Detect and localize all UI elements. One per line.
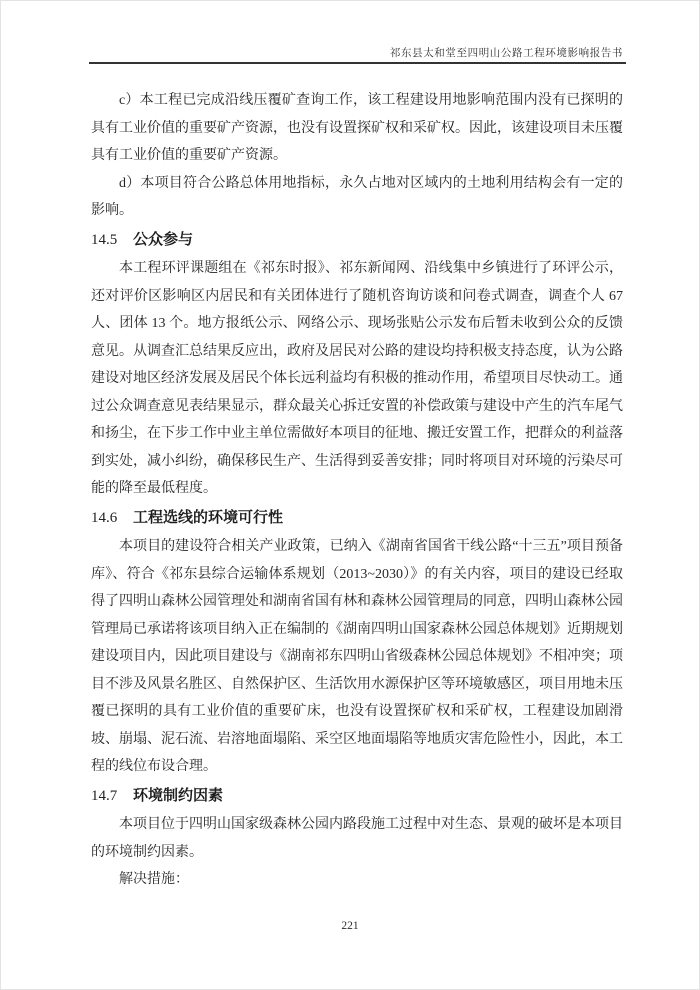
section-number: 14.5	[91, 231, 118, 248]
section-heading-14-7	[91, 782, 623, 811]
section-number: 14.7	[91, 787, 118, 804]
section-heading-14-6	[91, 504, 623, 533]
section-14-5-paragraph: 本工程环评课题组在《祁东时报》、祁东新闻网、沿线集中乡镇进行了环评公示，还对评价区影响区内居民和有关团体进行了随机咨询访谈和问卷式调查，调查个人 67 人、团体 13 个。地方报纸公示、网络公示、现场张贴公示发布后暂未收到公众的反馈意见。从调查汇总结果反应出，政府及居民对公路的建设均持积极支持态度，认为公路建设对地区经济发展及居民个体长远利益均有积极的推动作用，希望项目尽快动工。通过公众调查意见表结果显示，群众最关心拆迁安置的补偿政策与建设中产生的汽车尾气和扬尘，在下步工作中业主单位需做好本项目的征地、搬迁安置工作，把群众的利益落到实处，减小纠纷，确保移民生产、生活得到妥善安排；同时将项目对环境的污染尽可能的降至最低程度。	[91, 261, 623, 496]
section-title: 环境制约因素	[133, 786, 224, 804]
section-14-7-paragraph: 本项目位于四明山国家级森林公园内路段施工过程中对生态、景观的破坏是本项目的环境制约因素。	[91, 817, 623, 860]
paragraph-c: c）本工程已完成沿线压覆矿查询工作，该工程建设用地影响范围内没有已探明的具有工业价值的重要矿产资源，也没有设置探矿权和采矿权。因此，该建设项目未压覆具有工业价值的重要矿产资源。	[91, 93, 623, 163]
solution-label: 解决措施：	[119, 872, 189, 887]
running-header: 祁东县太和堂至四明山公路工程环境影响报告书	[389, 48, 623, 59]
paragraph-d: d）本项目符合公路总体用地指标，永久占地对区域内的土地利用结构会有一定的影响。	[91, 175, 623, 218]
section-title: 工程选线的环境可行性	[133, 508, 284, 526]
page-number: 221	[341, 920, 359, 932]
section-14-6-paragraph: 本项目的建设符合相关产业政策，已纳入《湖南省国省干线公路“十三五”项目预备库》、符合《祁东县综合运输体系规划（2013~2030）》的有关内容，项目的建设已经取得了四明山森林公园管理处和湖南省国有林和森林公园管理局的同意，四明山森林公园管理局已承诺将该项目纳入正在编制的《湖南四明山国家森林公园总体规划》近期规划建设项目内，因此项目建设与《湖南祁东四明山省级森林公园总体规划》不相冲突；项目不涉及风景名胜区、自然保护区、生活饮用水源保护区等环境敏感区，项目用地未压覆已探明的具有工业价值的重要矿床，也没有设置探矿权和采矿权，工程建设加剧滑坡、崩塌、泥石流、岩溶地面塌陷、采空区地面塌陷等地质灾害危险性小，因此，本工程的线位布设合理。	[91, 539, 623, 774]
page-content	[91, 87, 623, 894]
section-heading-14-5	[91, 226, 623, 255]
header-rule	[89, 62, 626, 64]
section-number: 14.6	[91, 509, 118, 526]
section-title: 公众参与	[133, 230, 194, 248]
